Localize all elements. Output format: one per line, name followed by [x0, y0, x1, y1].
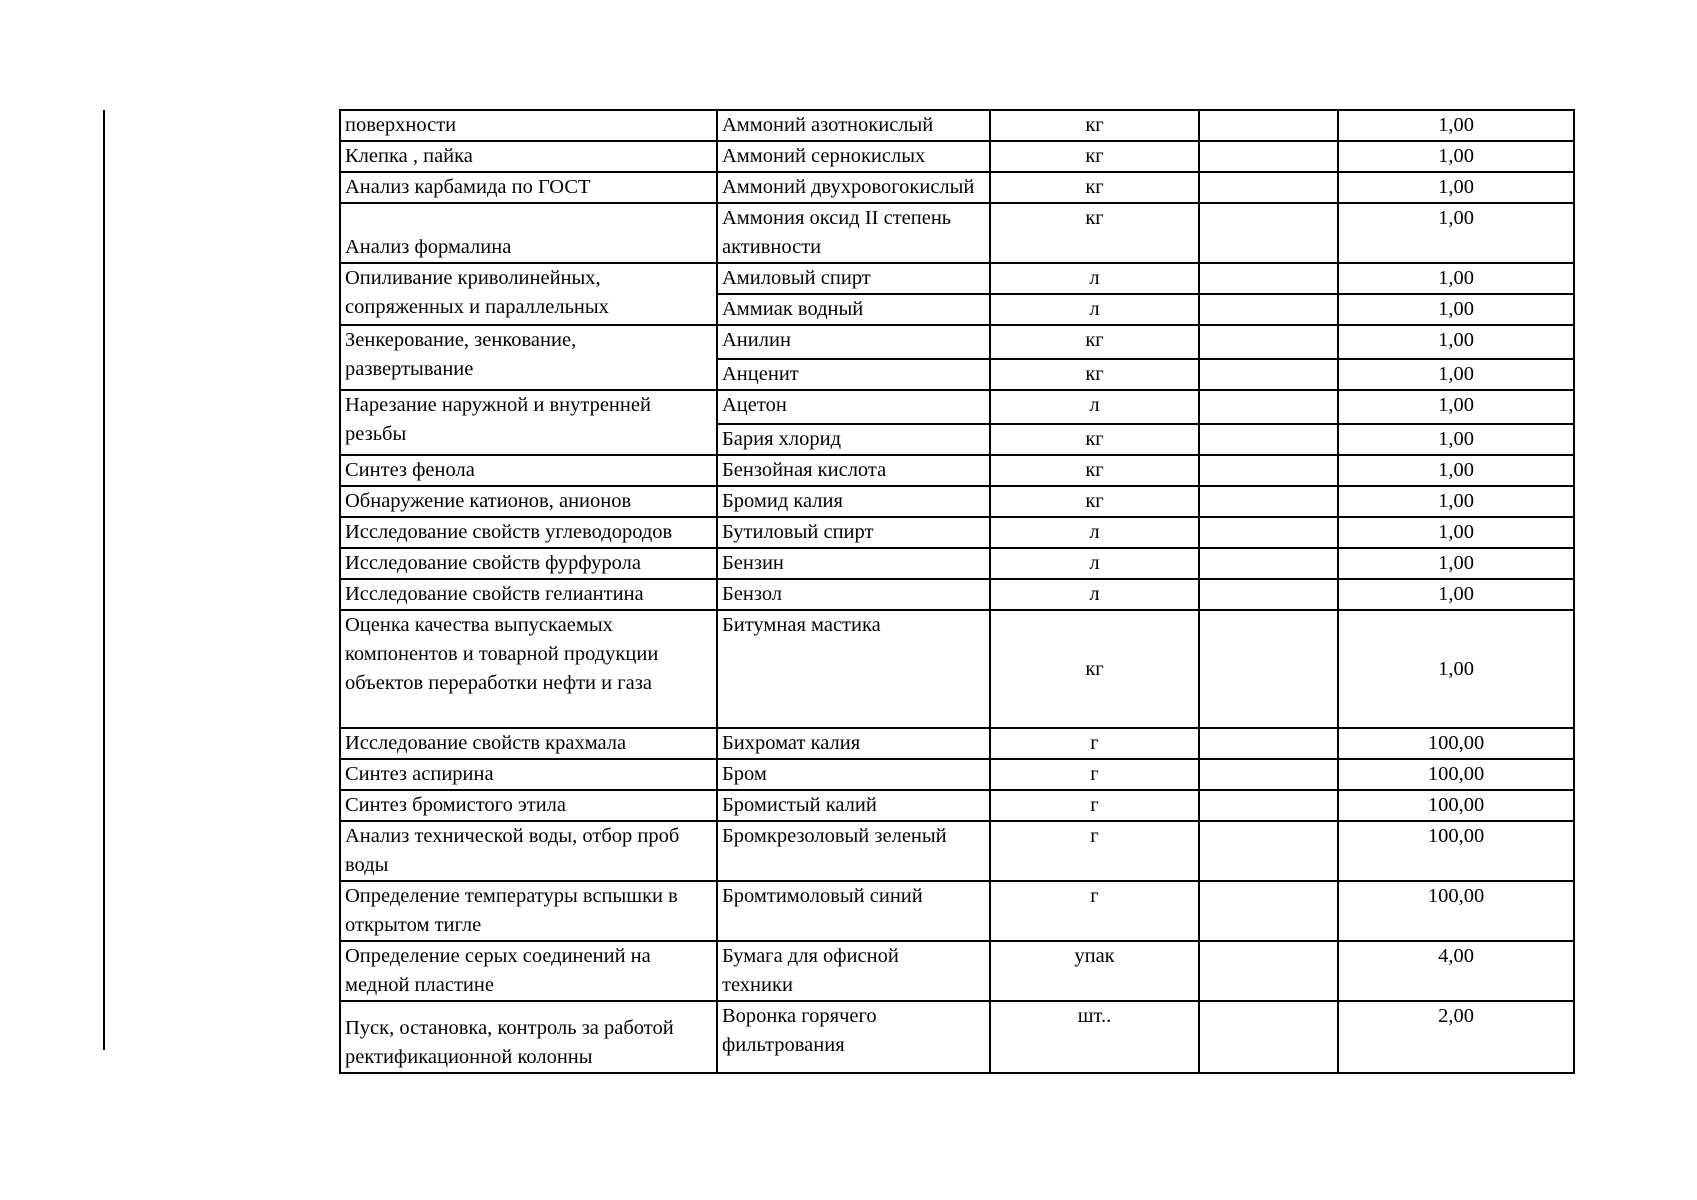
quantity-cell: 1,00 [1338, 517, 1574, 548]
table-row [340, 790, 1574, 821]
table-row [340, 1001, 1574, 1073]
table-row [340, 172, 1574, 203]
table-row [340, 821, 1574, 881]
unit-cell: г [990, 759, 1199, 790]
empty-cell [1199, 203, 1338, 263]
empty-cell [1199, 1001, 1338, 1073]
empty-cell [1199, 390, 1338, 424]
quantity-cell: 1,00 [1338, 172, 1574, 203]
operation-cell: Оценка качества выпускаемых компонентов и товарной продукции объектов переработки нефти и газа [340, 610, 717, 728]
material-cell: Анилин [717, 325, 990, 359]
material-cell: Бумага для офисной техники [717, 941, 990, 1001]
quantity-cell: 1,00 [1338, 390, 1574, 424]
quantity-cell: 1,00 [1338, 486, 1574, 517]
empty-cell [1199, 728, 1338, 759]
material-cell: Бромид калия [717, 486, 990, 517]
quantity-cell: 1,00 [1338, 294, 1574, 325]
material-cell: Бария хлорид [717, 424, 990, 455]
unit-cell: л [990, 390, 1199, 424]
empty-cell [1199, 579, 1338, 610]
operation-cell: Синтез аспирина [340, 759, 717, 790]
table-row [340, 881, 1574, 941]
operation-cell: Исследование свойств гелиантина [340, 579, 717, 610]
unit-cell: л [990, 548, 1199, 579]
quantity-cell: 1,00 [1338, 203, 1574, 263]
table-row [340, 579, 1574, 610]
unit-cell: г [990, 728, 1199, 759]
empty-cell [1199, 881, 1338, 941]
unit-cell: кг [990, 359, 1199, 390]
material-cell: Бромистый калий [717, 790, 990, 821]
material-cell: Аммоний азотнокислый [717, 110, 990, 141]
material-cell: Аммиак водный [717, 294, 990, 325]
table-row [340, 141, 1574, 172]
empty-cell [1199, 821, 1338, 881]
unit-cell: шт.. [990, 1001, 1199, 1073]
unit-cell: кг [990, 110, 1199, 141]
material-cell: Анценит [717, 359, 990, 390]
empty-cell [1199, 424, 1338, 455]
empty-cell [1199, 610, 1338, 728]
table-row [340, 455, 1574, 486]
operation-cell: Клепка , пайка [340, 141, 717, 172]
material-cell: Бромтимоловый синий [717, 881, 990, 941]
table-row [340, 759, 1574, 790]
table-row [340, 110, 1574, 141]
material-cell: Бихромат калия [717, 728, 990, 759]
empty-cell [1199, 790, 1338, 821]
unit-cell: г [990, 821, 1199, 881]
operation-cell: Анализ карбамида по ГОСТ [340, 172, 717, 203]
material-cell: Бромкрезоловый зеленый [717, 821, 990, 881]
unit-cell: л [990, 263, 1199, 294]
unit-cell: кг [990, 486, 1199, 517]
quantity-cell: 100,00 [1338, 790, 1574, 821]
operation-cell: Исследование свойств фурфурола [340, 548, 717, 579]
table-row [340, 548, 1574, 579]
unit-cell: л [990, 517, 1199, 548]
unit-cell: г [990, 881, 1199, 941]
quantity-cell: 100,00 [1338, 881, 1574, 941]
operation-cell: Зенкерование, зенкование, развертывание [340, 325, 717, 390]
empty-cell [1199, 325, 1338, 359]
material-cell: Бром [717, 759, 990, 790]
quantity-cell: 100,00 [1338, 821, 1574, 881]
operation-cell: Исследование свойств углеводородов [340, 517, 717, 548]
operation-cell: Исследование свойств крахмала [340, 728, 717, 759]
empty-cell [1199, 455, 1338, 486]
operation-cell: Опиливание криволинейных, сопряженных и параллельных [340, 263, 717, 325]
empty-cell [1199, 359, 1338, 390]
table-row [340, 517, 1574, 548]
table-row [340, 263, 1574, 294]
table-row [340, 325, 1574, 359]
quantity-cell: 100,00 [1338, 728, 1574, 759]
material-cell: Бензол [717, 579, 990, 610]
unit-cell: кг [990, 325, 1199, 359]
quantity-cell: 2,00 [1338, 1001, 1574, 1073]
operation-cell: Анализ формалина [340, 203, 717, 263]
quantity-cell: 1,00 [1338, 548, 1574, 579]
table-row [340, 203, 1574, 263]
material-cell: Битумная мастика [717, 610, 990, 728]
empty-cell [1199, 141, 1338, 172]
operation-cell: Определение серых соединений на медной пластине [340, 941, 717, 1001]
unit-cell: кг [990, 172, 1199, 203]
material-cell: Амиловый спирт [717, 263, 990, 294]
quantity-cell: 100,00 [1338, 759, 1574, 790]
material-cell: Бутиловый спирт [717, 517, 990, 548]
material-cell: Бензойная кислота [717, 455, 990, 486]
operation-cell: Синтез фенола [340, 455, 717, 486]
quantity-cell: 1,00 [1338, 263, 1574, 294]
unit-cell: кг [990, 455, 1199, 486]
empty-cell [1199, 548, 1338, 579]
unit-cell: кг [990, 141, 1199, 172]
table-row [340, 941, 1574, 1001]
material-cell: Аммоний двухровогокислый [717, 172, 990, 203]
unit-cell: л [990, 294, 1199, 325]
material-cell: Ацетон [717, 390, 990, 424]
empty-cell [1199, 941, 1338, 1001]
quantity-cell: 1,00 [1338, 110, 1574, 141]
unit-cell: кг [990, 424, 1199, 455]
empty-cell [1199, 294, 1338, 325]
operation-cell: Нарезание наружной и внутренней резьбы [340, 390, 717, 455]
material-cell: Воронка горячего фильтрования [717, 1001, 990, 1073]
quantity-cell: 1,00 [1338, 579, 1574, 610]
table-row [340, 486, 1574, 517]
table-row [340, 610, 1574, 728]
unit-cell: кг [990, 610, 1199, 728]
quantity-cell: 1,00 [1338, 141, 1574, 172]
unit-cell: л [990, 579, 1199, 610]
empty-cell [1199, 759, 1338, 790]
unit-cell: г [990, 790, 1199, 821]
empty-cell [1199, 172, 1338, 203]
empty-cell [1199, 486, 1338, 517]
quantity-cell: 1,00 [1338, 424, 1574, 455]
operation-cell: Пуск, остановка, контроль за работой ректификационной колонны [340, 1001, 717, 1073]
operation-cell: Синтез бромистого этила [340, 790, 717, 821]
quantity-cell: 1,00 [1338, 359, 1574, 390]
operation-cell: поверхности [340, 110, 717, 141]
material-cell: Бензин [717, 548, 990, 579]
quantity-cell: 1,00 [1338, 325, 1574, 359]
unit-cell: упак [990, 941, 1199, 1001]
materials-table [339, 109, 1575, 1074]
operation-cell: Определение температуры вспышки в открытом тигле [340, 881, 717, 941]
empty-cell [1199, 263, 1338, 294]
table-row [340, 728, 1574, 759]
margin-rule [103, 110, 105, 1050]
operation-cell: Анализ технической воды, отбор проб воды [340, 821, 717, 881]
quantity-cell: 1,00 [1338, 610, 1574, 728]
unit-cell: кг [990, 203, 1199, 263]
material-cell: Аммоний сернокислых [717, 141, 990, 172]
empty-cell [1199, 110, 1338, 141]
operation-cell: Обнаружение катионов, анионов [340, 486, 717, 517]
quantity-cell: 1,00 [1338, 455, 1574, 486]
material-cell: Аммония оксид II степень активности [717, 203, 990, 263]
quantity-cell: 4,00 [1338, 941, 1574, 1001]
table-row [340, 390, 1574, 424]
empty-cell [1199, 517, 1338, 548]
